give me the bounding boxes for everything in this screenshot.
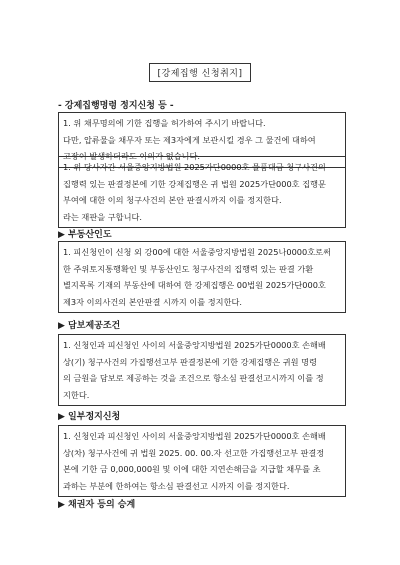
clause-line: 1. 피신청인이 신청 외 강00에 대한 서울중앙지방법원 2025나0000호로써 (63, 247, 331, 257)
clause-box-2 (58, 156, 346, 228)
clause-line: 과하는 부분에 한하여는 항소심 판결선고 시까지 이를 정지한다. (63, 480, 290, 491)
clause-line: 라는 재판을 구합니다. (63, 211, 142, 222)
clause-line: 한 주위토지통행확인 및 부동산인도 청구사건의 집행력 있는 판결 가환 (63, 263, 314, 274)
clause-line: 다만, 압류물을 채무자 또는 제3자에게 보관시킬 경우 그 물건에 대하여 (63, 134, 316, 145)
clause-line: 부여에 대한 이의 청구사건의 본안 판결시까지 이를 정지한다. (63, 195, 282, 205)
subheading: - 강제집행명령 정지신청 등 - (58, 101, 174, 111)
clause-line: 의 금원을 담보로 제공하는 것을 조건으로 항소심 판결선고시까지 이를 정 (63, 373, 324, 383)
clause-line: 상(기) 청구사건의 가집행선고부 판결정본에 기한 강제집행은 귀원 명령 (63, 356, 317, 367)
clause-box-5 (58, 425, 346, 497)
section-heading-partial-stay: ▶ 일부정지신청 (58, 412, 121, 422)
clause-box-4 (58, 334, 346, 406)
section-heading-succession: ▶ 채권자 등의 승계 (58, 500, 136, 510)
title-wrap (0, 63, 400, 82)
clause-line: 고장이 발생하더라도 이의가 없습니다. (63, 151, 200, 161)
document-title: [강제집행 신청취지] (149, 63, 252, 82)
clause-line: 1. 위 당사자간 서울중앙지방법원 2025가단0000호 물품대금 청구사건의 (63, 162, 326, 172)
clause-box-3 (58, 241, 346, 313)
clause-line: 1. 위 채무명의에 기한 집행을 허가하여 주시기 바랍니다. (63, 118, 266, 128)
clause-line: 지한다. (63, 389, 90, 400)
clause-line: 1. 신청인과 피신청인 사이의 서울중앙지방법원 2025가단0000호 손해배 (63, 431, 326, 441)
clause-line: 1. 신청인과 피신청인 사이의 서울중앙지방법원 2025가단0000호 손해배 (63, 340, 326, 350)
section-heading-security: ▶ 담보제공조건 (58, 321, 121, 331)
clause-line: 별지목록 기재의 부동산에 대하여 한 강제집행은 00법원 2025가단000호 (63, 280, 326, 290)
clause-line: 집행력 있는 판결정본에 기한 강제집행은 귀 법원 2025가단000호 집행문 (63, 178, 326, 189)
clause-line: 본에 기한 금 0,000,000원 및 이에 대한 지연손해금을 지급할 채무를 초 (63, 464, 321, 474)
section-heading-real-estate: ▶ 부동산인도 (58, 230, 112, 240)
clause-line: 상(차) 청구사건에 귀 법원 2025. 00. 00.자 선고한 가집행선고부 판결정 (63, 447, 325, 458)
clause-line: 제3자 이의사건의 본안판결 시까지 이를 정지한다. (63, 296, 243, 307)
